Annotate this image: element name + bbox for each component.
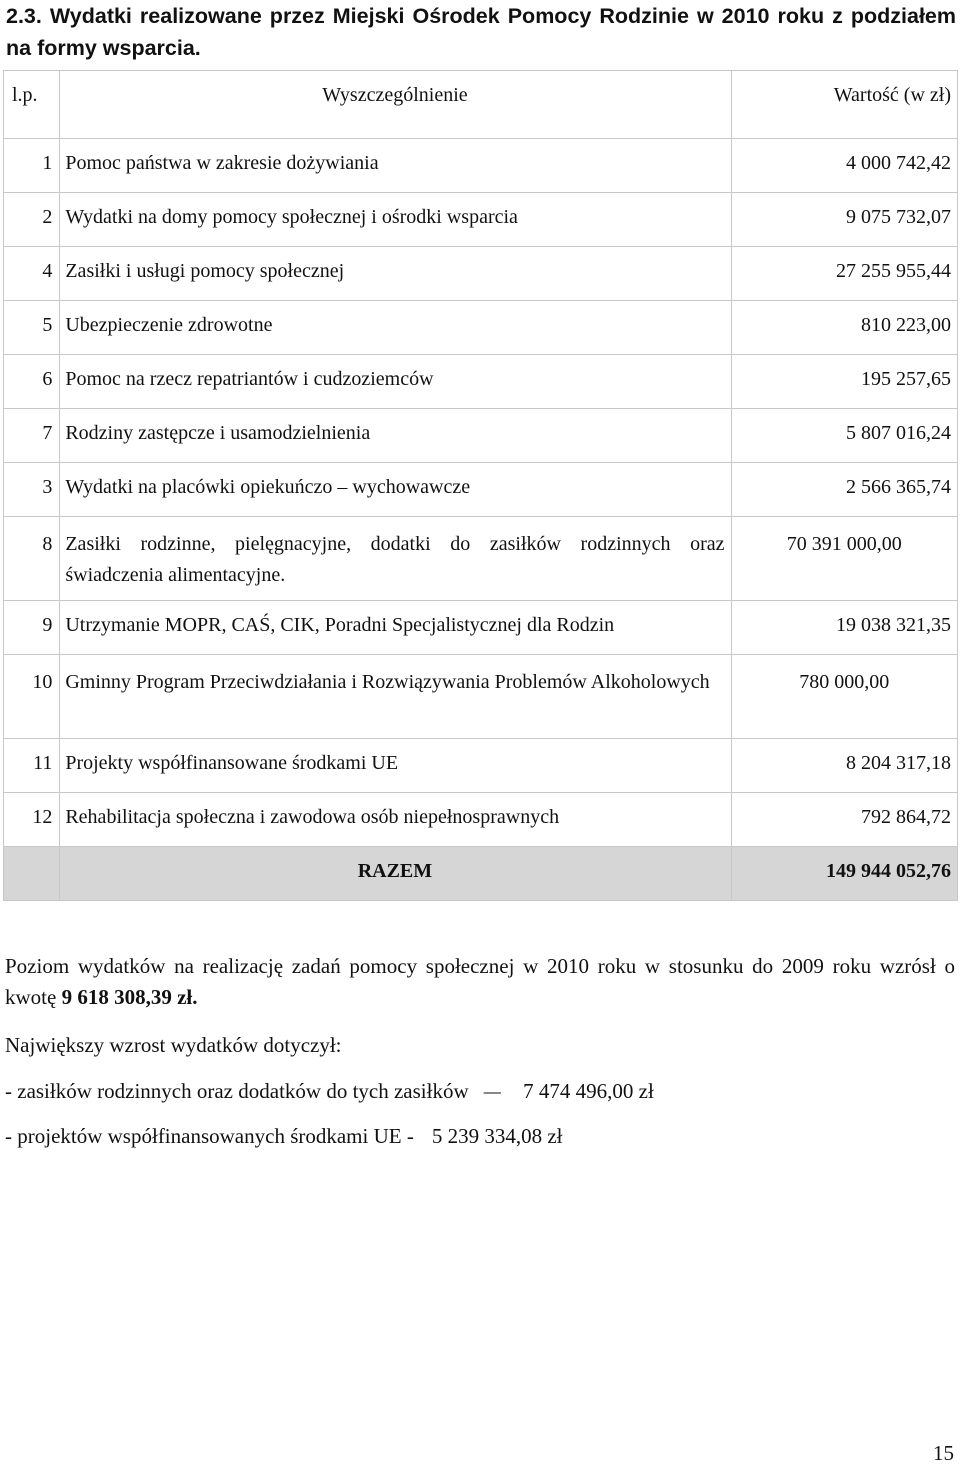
expenses-table: [3, 70, 958, 901]
row-description: Projekty współfinansowane środkami UE: [60, 739, 731, 793]
row-lp: 9: [4, 601, 60, 655]
table-row: [4, 793, 958, 847]
total-value: 149 944 052,76: [731, 847, 957, 901]
total-label: RAZEM: [60, 847, 731, 901]
increase-item-1-text: - zasiłków rodzinnych oraz dodatków do tych zasiłków: [5, 1079, 469, 1103]
row-description: Zasiłki i usługi pomocy społecznej: [60, 247, 731, 301]
row-value: 5 807 016,24: [731, 409, 957, 463]
row-description: Rodziny zastępcze i usamodzielnienia: [60, 409, 731, 463]
table-row: [4, 355, 958, 409]
row-description: Pomoc państwa w zakresie dożywiania: [60, 139, 731, 193]
table-row: [4, 139, 958, 193]
row-lp: 4: [4, 247, 60, 301]
row-value: 8 204 317,18: [731, 739, 957, 793]
header-value: Wartość (w zł): [731, 71, 957, 139]
table-row: [4, 739, 958, 793]
table-row: [4, 463, 958, 517]
table-row: [4, 655, 958, 739]
header-lp: l.p.: [4, 71, 60, 139]
row-lp: 3: [4, 463, 60, 517]
row-value: 27 255 955,44: [731, 247, 957, 301]
row-description: Gminny Program Przeciwdziałania i Rozwiązywania Problemów Alkoholowych: [60, 655, 731, 739]
row-lp: 12: [4, 793, 60, 847]
total-lp-empty: [4, 847, 60, 901]
table-header-row: [4, 71, 958, 139]
row-value: 4 000 742,42: [731, 139, 957, 193]
section-heading: 2.3. Wydatki realizowane przez Miejski Ośrodek Pomocy Rodzinie w 2010 roku z podziałem na formy wsparcia.: [6, 4, 956, 60]
page-number: 15: [933, 1441, 954, 1465]
table-row: [4, 517, 958, 601]
row-lp: 2: [4, 193, 60, 247]
row-value: 810 223,00: [731, 301, 957, 355]
row-lp: 11: [4, 739, 60, 793]
table-row: [4, 301, 958, 355]
table-total-row: [4, 847, 958, 901]
row-lp: 5: [4, 301, 60, 355]
row-description: Rehabilitacja społeczna i zawodowa osób niepełnosprawnych: [60, 793, 731, 847]
row-description: Pomoc na rzecz repatriantów i cudzoziemców: [60, 355, 731, 409]
row-description: Wydatki na domy pomocy społecznej i ośrodki wsparcia: [60, 193, 731, 247]
row-value: 70 391 000,00: [731, 517, 957, 601]
row-description: Ubezpieczenie zdrowotne: [60, 301, 731, 355]
summary-amount: 9 618 308,39 zł.: [61, 985, 198, 1009]
row-description: Wydatki na placówki opiekuńczo – wychowawcze: [60, 463, 731, 517]
increase-item-1-amount: 7 474 496,00 zł: [523, 1079, 654, 1103]
increase-item-2-amount: 5 239 334,08 zł: [431, 1124, 563, 1148]
summary-text: Poziom wydatków na realizację zadań pomocy społecznej w 2010 roku w stosunku do 2009 roku wzrósł o kwotę: [5, 954, 955, 1009]
row-lp: 1: [4, 139, 60, 193]
row-value: 780 000,00: [731, 655, 957, 739]
row-value: 2 566 365,74: [731, 463, 957, 517]
table-row: [4, 601, 958, 655]
table-row: [4, 193, 958, 247]
row-lp: 7: [4, 409, 60, 463]
row-value: 792 864,72: [731, 793, 957, 847]
summary-paragraph: [5, 951, 955, 1013]
table-row: [4, 409, 958, 463]
row-description: Zasiłki rodzinne, pielęgnacyjne, dodatki do zasiłków rodzinnych oraz świadczenia alimentacyjne.: [60, 517, 731, 601]
row-value: 19 038 321,35: [731, 601, 957, 655]
header-description: Wyszczególnienie: [60, 71, 731, 139]
row-value: 195 257,65: [731, 355, 957, 409]
table-row: [4, 247, 958, 301]
increase-item-2-text: - projektów współfinansowanych środkami UE -: [5, 1124, 414, 1148]
row-lp: 10: [4, 655, 60, 739]
increase-item-1: [5, 1076, 955, 1107]
increase-item-2: [5, 1121, 955, 1152]
row-description: Utrzymanie MOPR, CAŚ, CIK, Poradni Specjalistycznej dla Rodzin: [60, 601, 731, 655]
row-lp: 8: [4, 517, 60, 601]
increase-item-1-dash: –: [483, 1079, 501, 1103]
largest-increase-intro: Największy wzrost wydatków dotyczył:: [5, 1033, 342, 1057]
row-lp: 6: [4, 355, 60, 409]
row-value: 9 075 732,07: [731, 193, 957, 247]
